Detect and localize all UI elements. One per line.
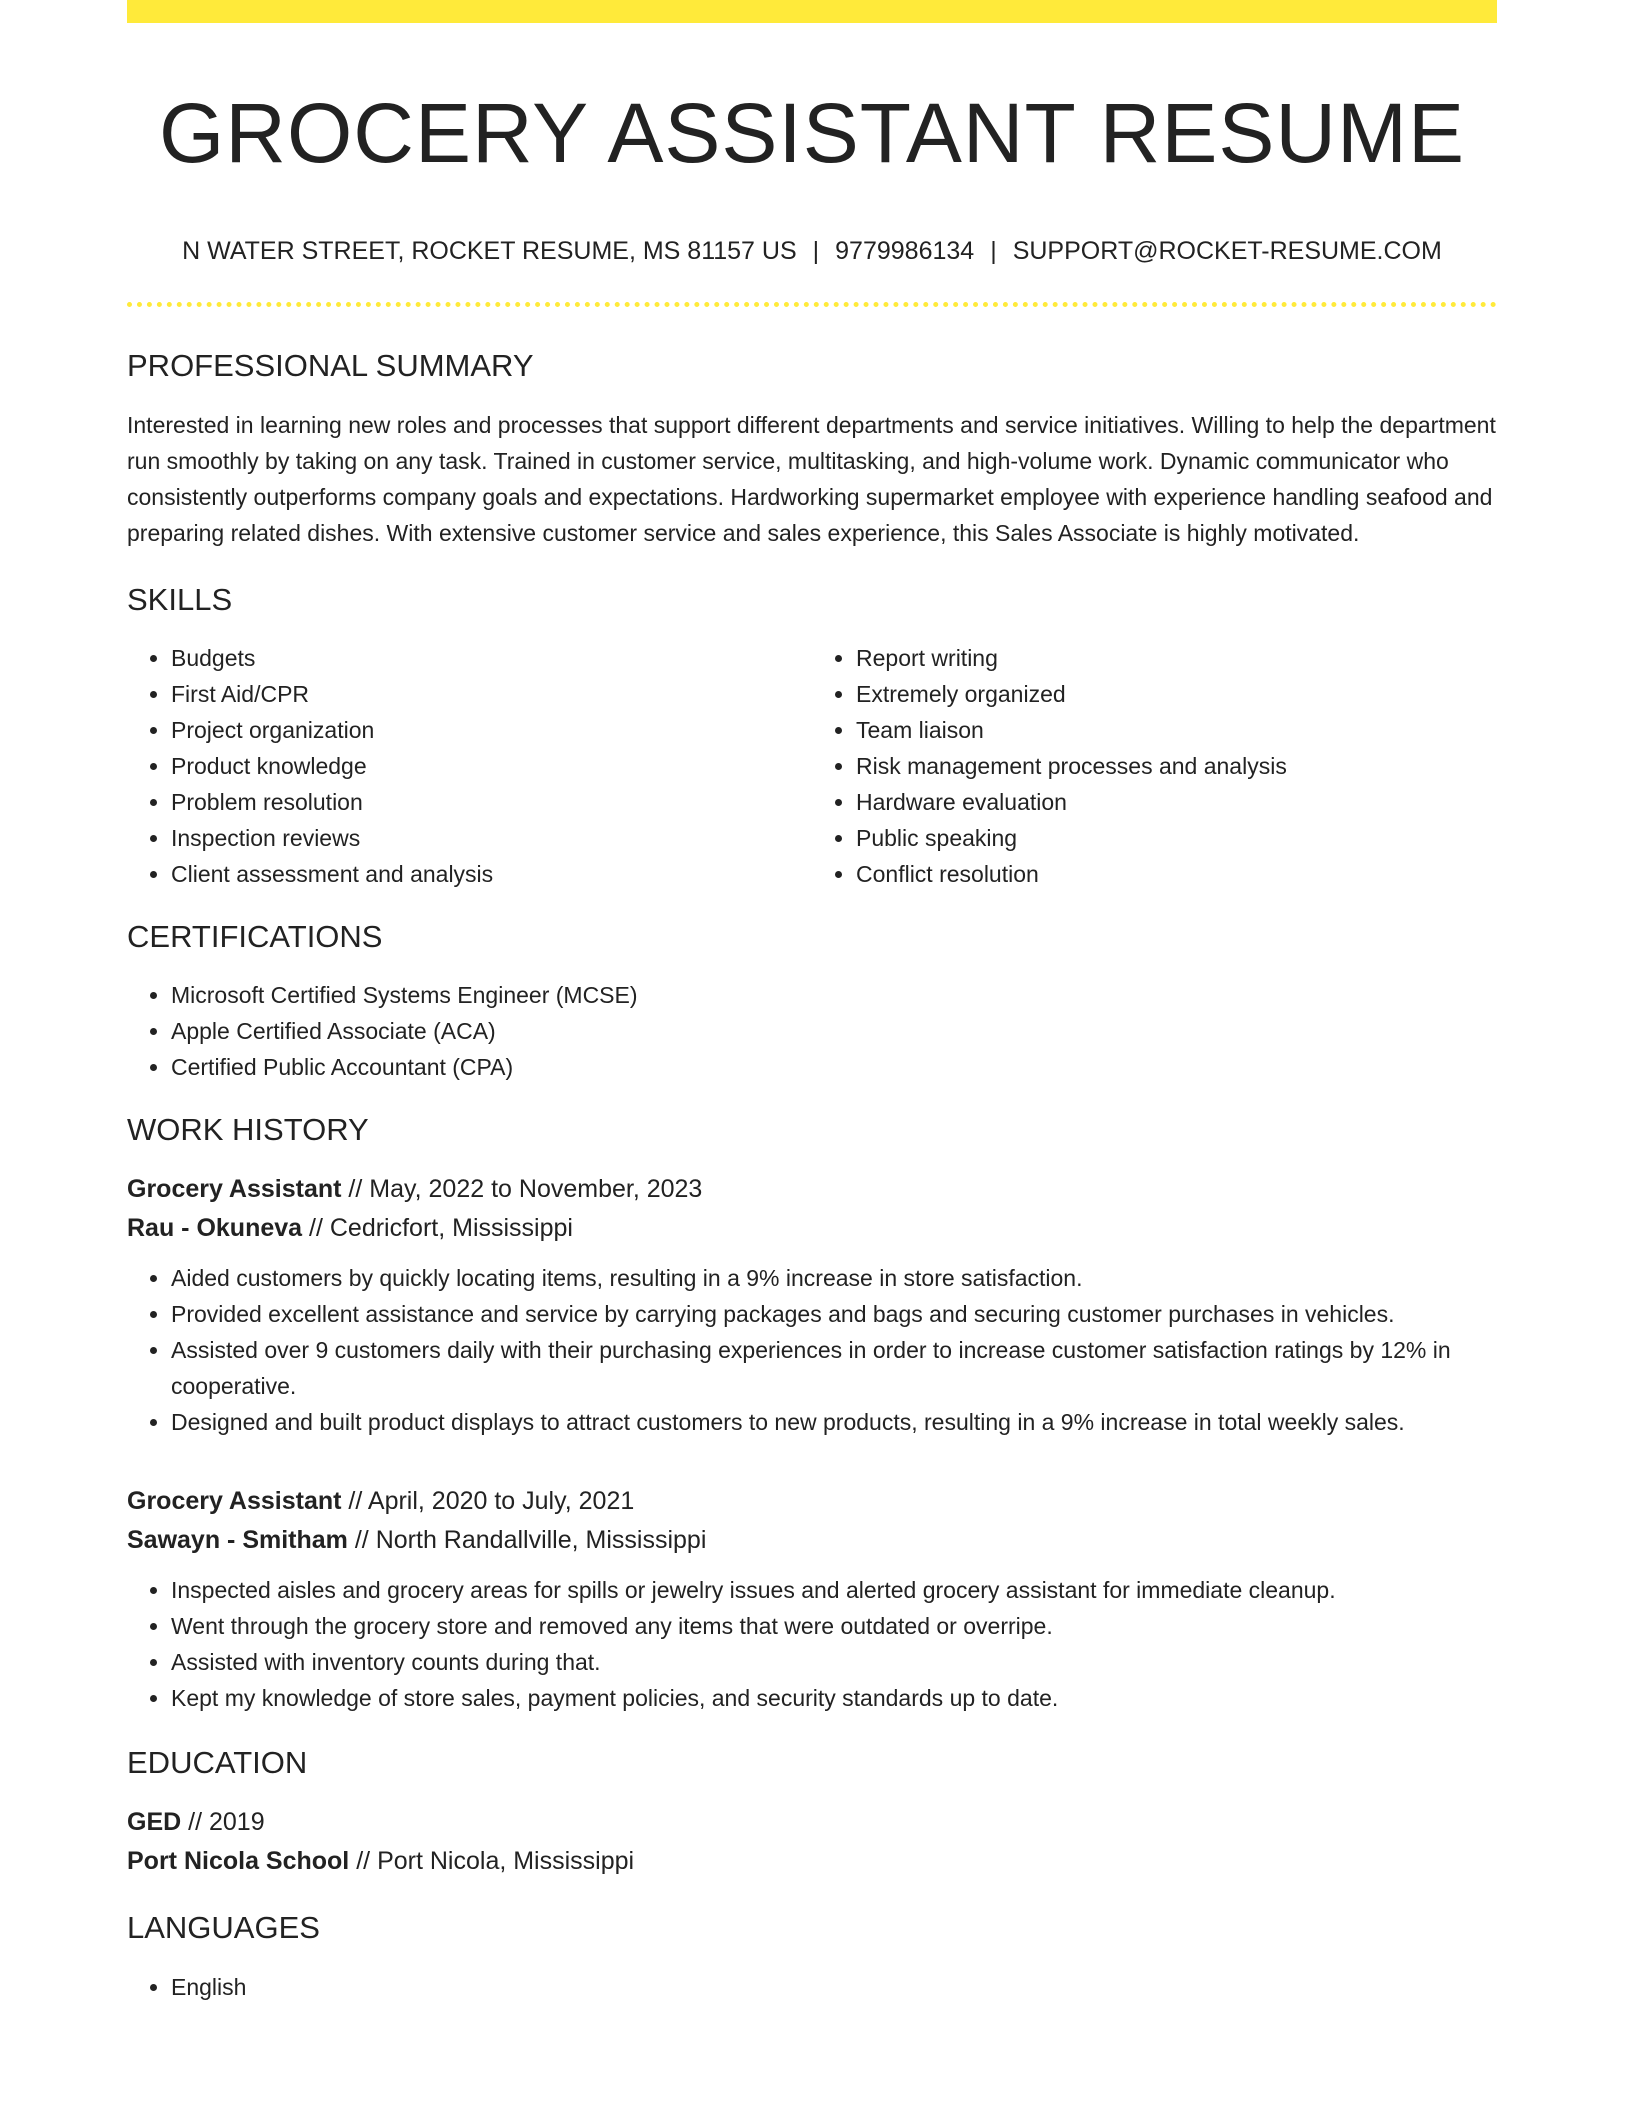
job-bullet: • Went through the grocery store and removed any items that were outdated or overripe. bbox=[171, 1608, 1497, 1644]
summary-heading: PROFESSIONAL SUMMARY bbox=[127, 348, 534, 384]
certification-item: • Apple Certified Associate (ACA) bbox=[171, 1013, 1497, 1049]
job-title-line bbox=[127, 1170, 1497, 1209]
skill-item: • Public speaking bbox=[856, 820, 1497, 856]
job-title-line bbox=[127, 1482, 1497, 1521]
contact-line bbox=[127, 237, 1497, 266]
languages-heading: LANGUAGES bbox=[127, 1910, 320, 1946]
skill-item: • Product knowledge bbox=[171, 748, 812, 784]
summary-section bbox=[127, 347, 1497, 550]
job-divider: // bbox=[348, 1487, 363, 1516]
job-location: Cedricfort, Mississippi bbox=[329, 1214, 573, 1243]
certification-item: • Microsoft Certified Systems Engineer (MCSE) bbox=[171, 977, 1497, 1013]
education-divider: // bbox=[188, 1808, 203, 1837]
summary-text: Interested in learning new roles and processes that support different departments and service initiatives. Willing to help the department run smoothly by taking on any task. Trained in customer service, multitasking, and high-volume work. Dynamic communicator who consistently outperforms company goals and expectations. Hardworking supermarket employee with experience handling seafood and preparing related dishes. With extensive customer service and sales experience, this Sales Associate is highly motivated. bbox=[127, 411, 1496, 546]
job-title: Grocery Assistant bbox=[127, 1175, 342, 1204]
dotted-divider bbox=[127, 302, 1497, 307]
resume-page bbox=[127, 0, 1497, 2005]
skills-list-left bbox=[127, 640, 812, 892]
job-divider: // bbox=[354, 1526, 369, 1555]
certifications-section bbox=[127, 918, 1497, 1085]
education-section bbox=[127, 1744, 1497, 1881]
certifications-list bbox=[127, 977, 1497, 1085]
job-location: North Randallville, Mississippi bbox=[375, 1526, 707, 1555]
contact-email: SUPPORT@ROCKET-RESUME.COM bbox=[1012, 237, 1442, 266]
skill-item: • Inspection reviews bbox=[171, 820, 812, 856]
education-school-line bbox=[127, 1842, 1497, 1881]
languages-section bbox=[127, 1909, 1497, 2004]
education-location: Port Nicola, Mississippi bbox=[377, 1847, 635, 1876]
contact-address: N WATER STREET, ROCKET RESUME, MS 81157 US bbox=[182, 237, 797, 266]
skill-item: • Team liaison bbox=[856, 712, 1497, 748]
job-bullet: • Assisted with inventory counts during that. bbox=[171, 1644, 1497, 1680]
skill-item: • Budgets bbox=[171, 640, 812, 676]
work-history-section bbox=[127, 1111, 1497, 1716]
job-company: Sawayn - Smitham bbox=[127, 1526, 348, 1555]
skills-section bbox=[127, 581, 1497, 892]
skills-list-right bbox=[812, 640, 1497, 892]
skill-item: • Extremely organized bbox=[856, 676, 1497, 712]
skill-item: • Report writing bbox=[856, 640, 1497, 676]
job-divider: // bbox=[348, 1175, 363, 1204]
skill-item: • Client assessment and analysis bbox=[171, 856, 812, 892]
job-entry bbox=[127, 1482, 1497, 1716]
job-bullet: • Aided customers by quickly locating items, resulting in a 9% increase in store satisfaction. bbox=[171, 1260, 1497, 1296]
skills-heading: SKILLS bbox=[127, 581, 233, 617]
skill-item: • Risk management processes and analysis bbox=[856, 748, 1497, 784]
language-item: • English bbox=[171, 1969, 1497, 2005]
education-degree-line bbox=[127, 1803, 1497, 1842]
job-bullets bbox=[127, 1260, 1497, 1440]
job-bullet: • Provided excellent assistance and service by carrying packages and bags and securing customer purchases in vehicles. bbox=[171, 1296, 1497, 1332]
job-company-line bbox=[127, 1209, 1497, 1248]
skill-item: • Problem resolution bbox=[171, 784, 812, 820]
contact-phone: 9779986134 bbox=[835, 237, 975, 266]
skill-item: • Hardware evaluation bbox=[856, 784, 1497, 820]
skill-item: • Project organization bbox=[171, 712, 812, 748]
contact-separator: | bbox=[812, 237, 820, 266]
job-company: Rau - Okuneva bbox=[127, 1214, 303, 1243]
job-divider: // bbox=[309, 1214, 323, 1243]
job-bullet: • Inspected aisles and grocery areas for spills or jewelry issues and alerted grocery assistant for immediate cleanup. bbox=[171, 1572, 1497, 1608]
education-school: Port Nicola School bbox=[127, 1847, 350, 1876]
accent-top-bar bbox=[127, 0, 1497, 23]
job-bullets bbox=[127, 1572, 1497, 1716]
work-history-heading: WORK HISTORY bbox=[127, 1111, 369, 1147]
job-entry bbox=[127, 1170, 1497, 1440]
resume-title: GROCERY ASSISTANT RESUME bbox=[158, 86, 1466, 180]
certifications-heading: CERTIFICATIONS bbox=[127, 918, 383, 954]
job-bullet: • Designed and built product displays to attract customers to new products, resulting in a 9% increase in total weekly sales. bbox=[171, 1404, 1497, 1440]
certification-item: • Certified Public Accountant (CPA) bbox=[171, 1049, 1497, 1085]
education-degree: GED bbox=[127, 1808, 182, 1837]
job-bullet: • Assisted over 9 customers daily with their purchasing experiences in order to increase customer satisfaction ratings by 12% in cooperative. bbox=[171, 1332, 1497, 1404]
job-company-line bbox=[127, 1521, 1497, 1560]
contact-separator: | bbox=[990, 237, 997, 266]
job-title: Grocery Assistant bbox=[127, 1487, 342, 1516]
skill-item: • First Aid/CPR bbox=[171, 676, 812, 712]
languages-list bbox=[127, 1969, 1497, 2005]
education-heading: EDUCATION bbox=[127, 1745, 308, 1781]
job-dates: May, 2022 to November, 2023 bbox=[369, 1175, 703, 1204]
job-dates: April, 2020 to July, 2021 bbox=[367, 1487, 635, 1516]
education-entry bbox=[127, 1803, 1497, 1881]
skills-columns bbox=[127, 640, 1497, 892]
job-bullet: • Kept my knowledge of store sales, payment policies, and security standards up to date. bbox=[171, 1680, 1497, 1716]
skill-item: • Conflict resolution bbox=[856, 856, 1497, 892]
education-divider: // bbox=[356, 1847, 371, 1876]
education-year: 2019 bbox=[209, 1808, 265, 1837]
